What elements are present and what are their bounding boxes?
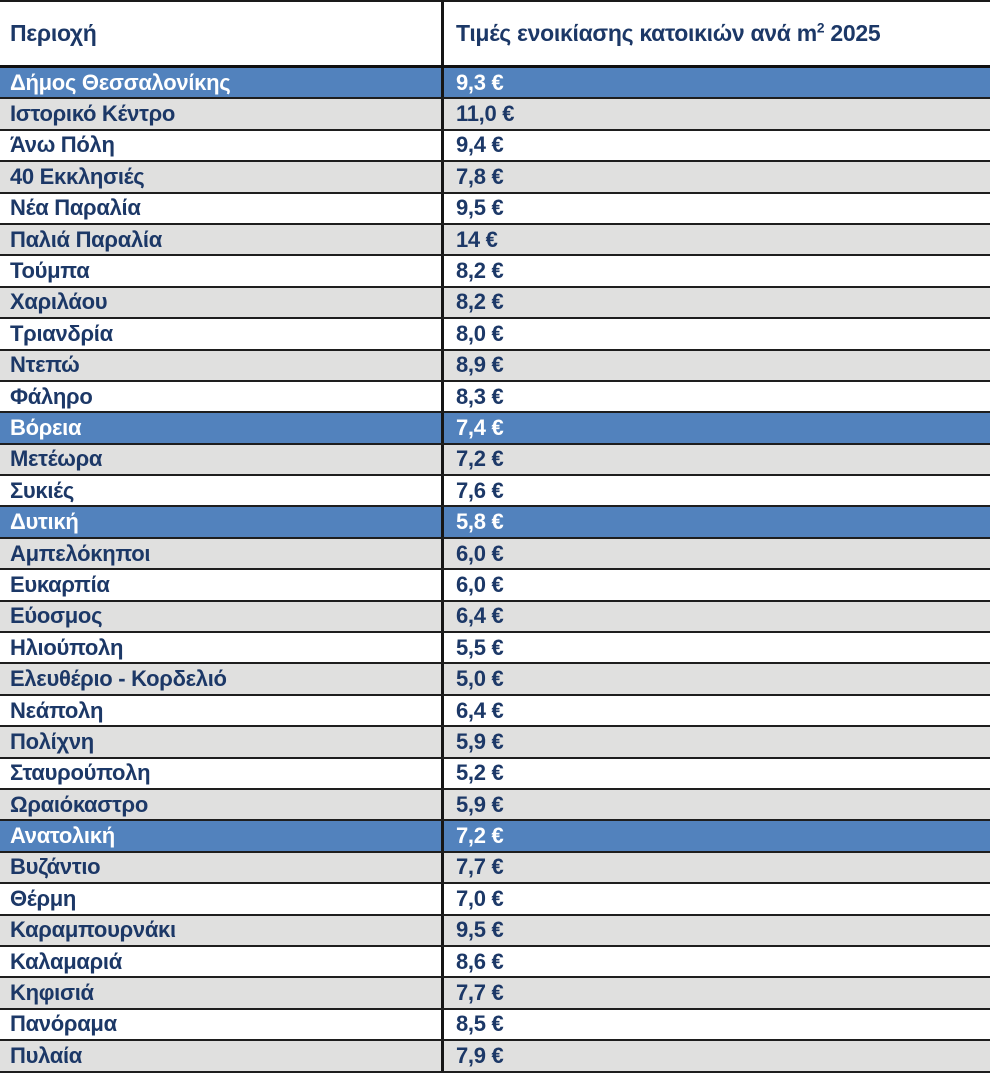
price-cell: 6,0 € [456, 571, 504, 597]
table-row-summary [0, 68, 990, 99]
price-cell: 9,3 € [456, 69, 504, 95]
price-cell: 6,4 € [456, 603, 504, 629]
table-row [0, 256, 990, 287]
price-cell: 8,0 € [456, 320, 504, 346]
table-row [0, 99, 990, 130]
area-cell: Άνω Πόλη [0, 131, 444, 160]
area-cell: Συκιές [0, 476, 444, 505]
table-row [0, 727, 990, 758]
price-cell: 8,9 € [456, 352, 504, 378]
area-cell: Νέα Παραλία [0, 194, 444, 223]
price-cell: 5,2 € [456, 760, 504, 786]
area-cell: Καλαμαριά [0, 947, 444, 976]
table-row-summary [0, 413, 990, 444]
area-cell: Ηλιούπολη [0, 633, 444, 662]
area-cell: Δυτική [0, 507, 444, 536]
price-cell: 14 € [456, 226, 498, 252]
price-cell: 8,6 € [456, 948, 504, 974]
price-cell: 7,4 € [456, 414, 504, 440]
area-cell: 40 Εκκλησιές [0, 162, 444, 191]
price-cell: 8,2 € [456, 289, 504, 315]
table-row [0, 884, 990, 915]
price-cell: 11,0 € [456, 101, 515, 127]
price-cell: 5,0 € [456, 666, 504, 692]
area-cell: Κηφισιά [0, 978, 444, 1007]
header-area-label: Περιοχή [10, 20, 97, 46]
table-row-summary [0, 821, 990, 852]
area-cell: Ιστορικό Κέντρο [0, 99, 444, 128]
area-cell: Βόρεια [0, 413, 444, 442]
price-cell: 7,7 € [456, 854, 504, 880]
area-cell: Τούμπα [0, 256, 444, 285]
area-cell: Χαριλάου [0, 288, 444, 317]
table-row [0, 1010, 990, 1041]
table-body [0, 68, 990, 1073]
price-cell: 8,2 € [456, 258, 504, 284]
area-cell: Πανόραμα [0, 1010, 444, 1039]
table-row [0, 790, 990, 821]
area-cell: Δήμος Θεσσαλονίκης [0, 68, 444, 97]
price-cell: 7,2 € [456, 823, 504, 849]
area-cell: Ελευθέριο - Κορδελιό [0, 664, 444, 693]
table-row [0, 696, 990, 727]
area-cell: Ευκαρπία [0, 570, 444, 599]
price-cell: 8,3 € [456, 383, 504, 409]
table-row [0, 225, 990, 256]
area-cell: Εύοσμος [0, 602, 444, 631]
table-row [0, 853, 990, 884]
price-cell: 7,6 € [456, 477, 504, 503]
table-row [0, 351, 990, 382]
table-row [0, 539, 990, 570]
table-row [0, 382, 990, 413]
price-cell: 7,7 € [456, 980, 504, 1006]
price-cell: 9,5 € [456, 917, 504, 943]
area-cell: Παλιά Παραλία [0, 225, 444, 254]
table-row [0, 194, 990, 225]
area-cell: Ωραιόκαστρο [0, 790, 444, 819]
price-cell: 6,0 € [456, 540, 504, 566]
table-row [0, 319, 990, 350]
header-price-label: Τιμές ενοικίασης κατοικιών ανά $m^2$ 2025 [456, 20, 881, 46]
table-row [0, 602, 990, 633]
table-row [0, 570, 990, 601]
area-cell: Ανατολική [0, 821, 444, 850]
price-cell: 6,4 € [456, 697, 504, 723]
area-cell: Πυλαία [0, 1041, 444, 1070]
price-cell: 7,9 € [456, 1042, 504, 1068]
table-row [0, 288, 990, 319]
price-cell: 5,9 € [456, 728, 504, 754]
table-row [0, 162, 990, 193]
table-row [0, 476, 990, 507]
area-cell: Καραμπουρνάκι [0, 916, 444, 945]
table-row-summary [0, 507, 990, 538]
price-cell: 7,2 € [456, 446, 504, 472]
table-row [0, 664, 990, 695]
price-cell: 7,0 € [456, 885, 504, 911]
area-cell: Φάληρο [0, 382, 444, 411]
area-cell: Θέρμη [0, 884, 444, 913]
table-row [0, 1041, 990, 1072]
price-cell: 9,5 € [456, 195, 504, 221]
price-cell: 7,8 € [456, 163, 504, 189]
table-row [0, 759, 990, 790]
area-cell: Πολίχνη [0, 727, 444, 756]
price-cell: 8,5 € [456, 1011, 504, 1037]
table-header-row [0, 0, 990, 68]
header-area-column [0, 2, 444, 65]
area-cell: Σταυρούπολη [0, 759, 444, 788]
area-cell: Βυζάντιο [0, 853, 444, 882]
area-cell: Τριανδρία [0, 319, 444, 348]
table-row [0, 916, 990, 947]
table-row [0, 131, 990, 162]
price-cell: 9,4 € [456, 132, 504, 158]
area-cell: Ντεπώ [0, 351, 444, 380]
header-superscript-2: 2 [816, 20, 825, 36]
table-row [0, 947, 990, 978]
price-cell: 5,8 € [456, 509, 504, 535]
price-cell: 5,5 € [456, 634, 504, 660]
header-price-column [444, 2, 990, 65]
table-row [0, 978, 990, 1009]
area-cell: Μετέωρα [0, 445, 444, 474]
area-cell: Νεάπολη [0, 696, 444, 725]
area-cell: Αμπελόκηποι [0, 539, 444, 568]
table-row [0, 633, 990, 664]
price-cell: 5,9 € [456, 791, 504, 817]
table-row [0, 445, 990, 476]
